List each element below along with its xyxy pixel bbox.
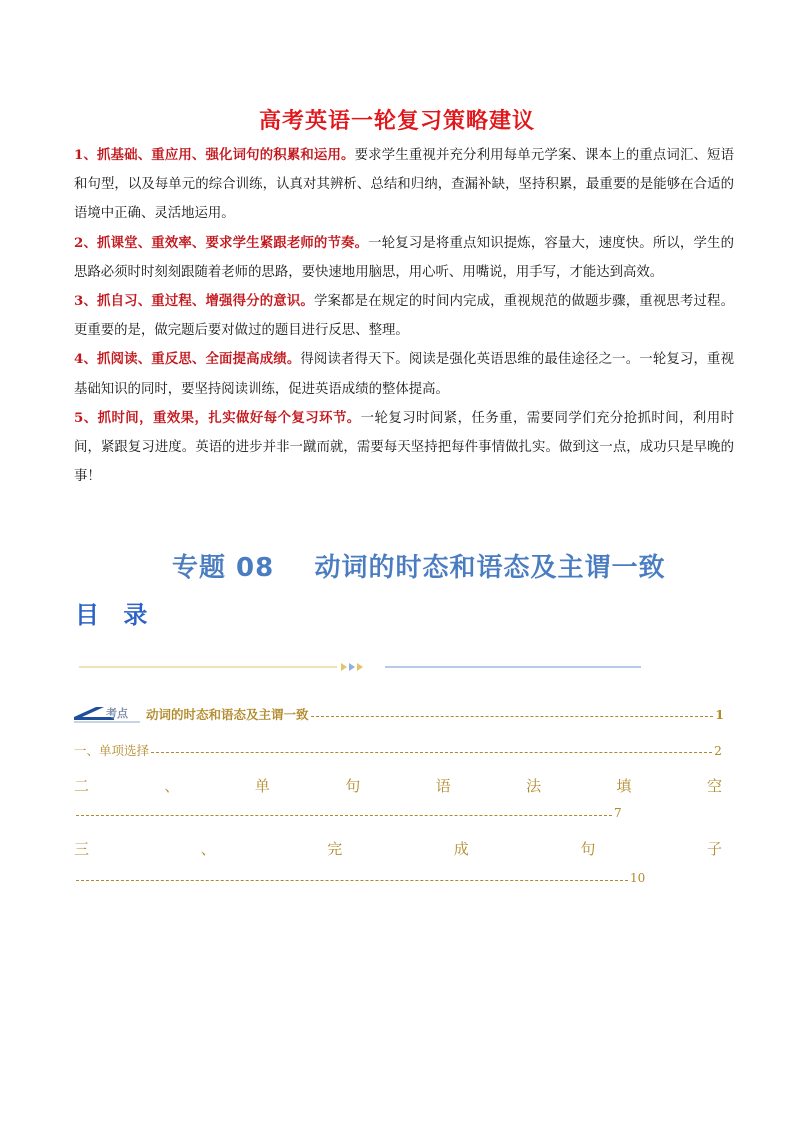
toc-entry-label: 一、单项选择 — [74, 743, 150, 758]
leader-dashes — [76, 815, 612, 816]
topic-badge — [74, 703, 140, 725]
strategy-item — [74, 287, 734, 345]
subject-heading: 专题 08 动词的时态和语态及主谓一致 — [172, 553, 666, 583]
toc-page-number: 2 — [714, 742, 722, 758]
toc-entry-4-leader — [74, 871, 645, 885]
toc-char: 填 — [616, 777, 632, 795]
strategy-list — [74, 141, 734, 491]
toc-entry-label: 动词的时态和语态及主谓一致 — [146, 707, 309, 722]
strategy-item — [74, 404, 734, 492]
strategy-heading: 3、抓自习、重过程、增强得分的意识。 — [74, 293, 314, 310]
strategy-item — [74, 141, 734, 229]
toc-heading: 目 录 — [75, 601, 156, 629]
strategy-heading: 4、抓阅读、重反思、全面提高成绩。 — [74, 351, 301, 368]
strategy-text: 一轮复习是将重点知识提炼，容量大，速度快。所以，学生的思路必须时时刻刻跟随着老师的思路，要快速地用脑思，用心听、用嘴说，用手写，才能达到高效。 — [74, 235, 734, 280]
toc-char: 单 — [254, 777, 270, 795]
strategy-text: 一轮复习时间紧，任务重，需要同学们充分抢抓时间，利用时间，紧跟复习进度。英语的进步并非一蹴而就，需要每天坚持把每件事情做扎实。做到这一点，成功只是早晚的事！ — [74, 410, 734, 485]
strategy-text: 学案都是在规定的时间内完成，重视规范的做题步骤，重视思考过程。更重要的是，做完题后要对做过的题目进行反思、整理。 — [74, 294, 734, 339]
toc-char: 三 — [74, 840, 90, 858]
toc-entry-3-leader — [74, 806, 622, 820]
leader-dashes — [311, 716, 714, 717]
strategy-heading: 5、抓时间，重效果，扎实做好每个复习环节。 — [74, 409, 361, 426]
toc-char: 子 — [706, 840, 722, 858]
strategy-text: 得阅读者得天下。阅读是强化英语思维的最佳途径之一。一轮复习，重视基础知识的同时，要坚持阅读训练，促进英语成绩的整体提高。 — [74, 352, 734, 397]
toc-char: 法 — [526, 777, 542, 795]
leader-dashes — [151, 752, 712, 753]
toc-char: 句 — [345, 777, 361, 795]
toc-page-number: 7 — [614, 806, 622, 820]
leader-dashes — [76, 880, 628, 881]
toc-entry-1[interactable] — [74, 703, 724, 725]
toc-entry-2[interactable] — [74, 741, 722, 759]
strategy-text: 要求学生重视并充分利用每单元学案、课本上的重点词汇、短语和句型，以及每单元的综合训练，认真对其辨析、总结和归纳，查漏补缺，坚持积累，最重要的是能够在合适的语境中正确、灵活地运用。 — [74, 148, 735, 222]
toc-page-number: 1 — [715, 706, 724, 722]
strategy-item — [74, 345, 734, 403]
toc-char: 句 — [580, 840, 596, 858]
toc-char: 二 — [74, 777, 90, 795]
toc-entry-3-label[interactable] — [74, 775, 722, 796]
toc-char: 空 — [706, 777, 722, 795]
toc-char: 、 — [200, 840, 216, 858]
toc-page-number: 10 — [630, 871, 646, 885]
page-title: 高考英语一轮复习策略建议 — [258, 109, 535, 134]
toc-char: 完 — [327, 840, 343, 858]
strategy-heading: 1、抓基础、重应用、强化词句的积累和运用。 — [74, 147, 355, 163]
strategy-item — [74, 229, 734, 287]
strategy-heading: 2、抓课堂、重效率、要求学生紧跟老师的节奏。 — [74, 234, 369, 251]
toc-char: 、 — [164, 777, 180, 795]
toc-entry-4-label[interactable] — [74, 838, 722, 859]
toc-char: 成 — [453, 840, 469, 858]
divider-ornament — [79, 660, 641, 674]
toc-char: 语 — [435, 777, 451, 795]
badge-label: 考点 — [106, 707, 128, 720]
